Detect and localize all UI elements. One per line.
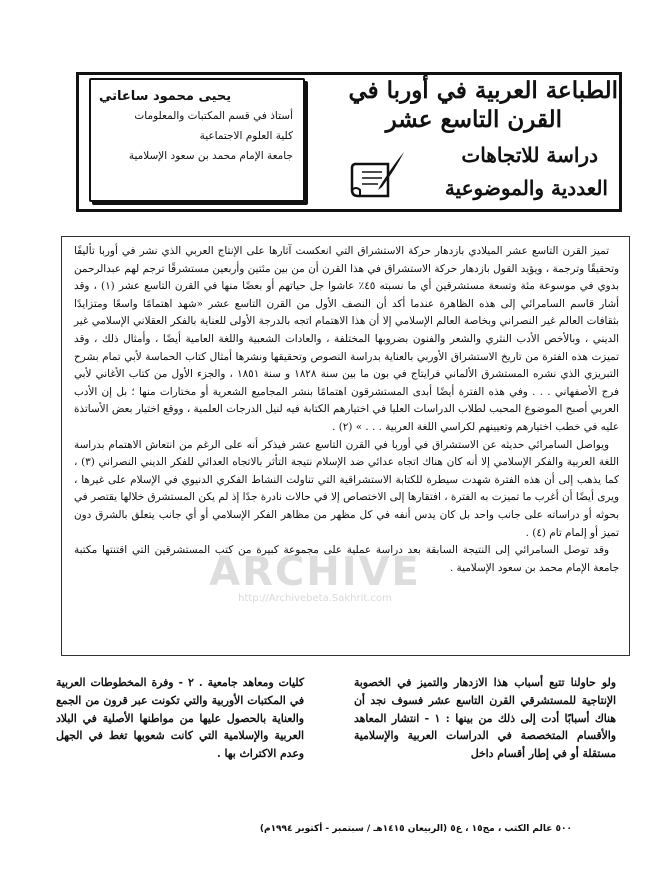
scroll-quill-icon: [348, 150, 408, 202]
body-column-right: [354, 674, 616, 763]
subtitle-line-1: دراسة للاتجاهات: [461, 143, 598, 167]
abstract-paragraph-3: وقد توصل السامرائي إلى النتيجة السابقة بعد دراسة عملية على مجموعة كبيرة من كتب المستشرقين التي اقتنتها مكتبة جامعة الإمام محمد بن سعود الإسلامية .: [74, 544, 619, 574]
abstract-box: [61, 236, 630, 656]
body-column-left: [56, 674, 304, 763]
title-line-2: القرن التاسع عشر: [385, 106, 562, 133]
subtitle-line-2: العددية والموضوعية: [444, 176, 608, 200]
column-left-text: كليات ومعاهد جامعية . ٢ - وفرة المخطوطات العربية في المكتبات الأوربية والتي تكونت عبر قرون من الجمع والعناية بالحصول عليها من مواطنها الأصلية في البلاد العربية والإسلامية التي كانت شعوبها تغط في الجهل وعدم الاكتراث بها .: [56, 676, 304, 761]
page-footer-citation: ٥٠٠ عالم الكتب ، مج١٥ ، ع٥ (الربيعان ١٤١٥هـ / سبتمبر - أكتوبر ١٩٩٤م): [259, 824, 572, 834]
title-line-1: الطباعة العربية في أوربا في: [348, 77, 618, 104]
author-card: [89, 78, 305, 202]
column-right-text: ولو حاولنا تتبع أسباب هذا الازدهار والتميز في الخصوبة الإنتاجية للمستشرقي القرن التاسع عشر فسوف نجد أن هناك أسبابًا أدت إلى ذلك من بينها : ١ - انتشار المعاهد والأقسام المتخصصة في الدراسات العربية والإسلامية مستقلة أو في إطار أقسام داخل: [354, 676, 616, 761]
watermark-url: http://Archivebeta.Sakhrit.com: [238, 593, 392, 604]
author-position: أستاذ في قسم المكتبات والمعلومات: [134, 110, 293, 122]
author-college: كلية العلوم الاجتماعية: [199, 130, 293, 142]
author-university: جامعة الإمام محمد بن سعود الإسلامية: [128, 150, 293, 162]
abstract-paragraph-2: ويواصل السامرائي حديثه عن الاستشراق في أوربا في القرن التاسع عشر فيذكر أنه على الرغم من انتعاش الاهتمام بدراسة اللغة العربية والفكر الإسلامي إلا أنه كان هناك اتجاه عدائي ضد الإسلام نتيجة التأثر بالاتجاه العدائي للفكر الديني النصراني (٣) ، كما يذهب إلى أن هذه الفترة شهدت سيطرة للكتابة الاستشراقية التي تناولت النشاط الفكري الدنيوي في الإسلام على غيرها ، ويرى أيضًا أن أغرب ما تميزت به الفترة ، افتقارها إلى الاختصاص إلا في حالات نادرة جدًا إذ لم يكن المستشرق خلالها يقتصر في بحوثه أو دراساته على جانب واحد بل كان يدس أنفه في كل مظهر من مظاهر الفكر الإسلامي أو أي جانب يتعلق بالشرق دون تميز أو إلمام تام (٤) .: [74, 438, 619, 539]
watermark-logo: ARCHIVE: [209, 549, 421, 595]
abstract-paragraph-1: تميز القرن التاسع عشر الميلادي بازدهار حركة الاستشراق التي انعكست آثارها على الإنتاج العربي الذي نشر في أوربا تأليفًا وتحقيقًا وترجمة ، ويؤيد القول بازدهار حركة الاستشراق في هذا القرن أن من بين مئتين وأربعين مستشرقًا ترجم لهم عبدالرحمن بدوي في موسوعة مئة وتسعة مستشرقين أي ما نسبته ٤٥٪ عاشوا جل حياتهم أو بعضًا منها في القرن التاسع عشر (١) ، وقد أشار قاسم السامرائي إلى هذه الظاهرة عندما أكد أن النصف الأول من القرن التاسع عشر «شهد اهتمامًا واسعًا ومتزايدًا بثقافات العالم غير النصراني وبخاصة العالم الإسلامي إلا أن هذا الاهتمام اتجه بالدرجة الأولى للعناية بالفكر العقلاني الإسلامي غير الديني ، وبالأخص الأدب النثري والشعر والفنون بضروبها المختلفة ، والعادات الشعبية واللغة العامية أيضًا ، وأمثال ذلك ، وقد تميزت هذه الفترة من تاريخ الاستشراق الأوربي بالعناية بدراسة النصوص وتحقيقها ونشرها أمثال كتاب الحماسة لأبي تمام بشرح التبريزي الذي نشره المستشرق الألماني فرايتاج في بون ما بين سنة ١٨٢٨ و سنة ١٨٥١ ، والجزء الأول من كتاب الأغاني لأبي فرج الأصفهاني . . . وفي هذه الفترة أيضًا أبدى المستشرقون اهتمامًا بنشر المجاميع الشعرية أو مختارات منها ؛ بل إن الأدب العربي أصبح الموضوع المحبب لطلاب الدراسات العليا في اختيارهم الكتابة فيه لنيل الدرجات العلمية ، ووقع اختيار بعض الأساتذة عليه في خطب اختيارهم وتعيينهم لكراسي اللغة العربية . . . » (٢) .: [74, 245, 620, 433]
author-name: يحيى محمود ساعاتي: [99, 89, 232, 104]
